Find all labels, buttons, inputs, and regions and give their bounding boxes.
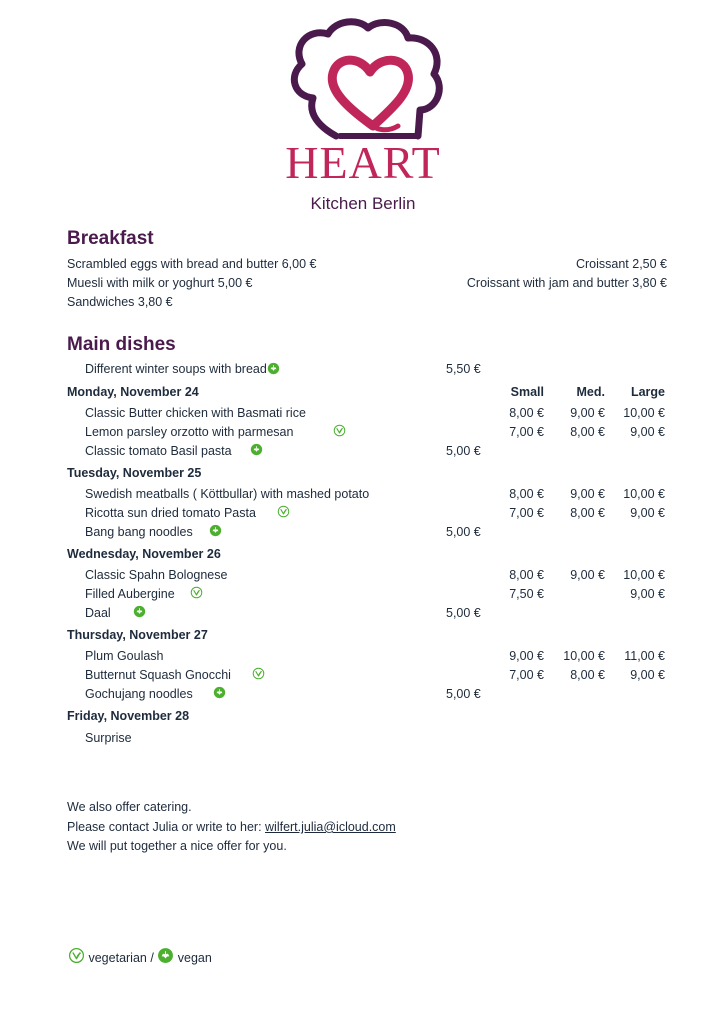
breakfast-item: Muesli with milk or yoghurt 5,00 € — [67, 276, 253, 290]
flat-price: 5,00 € — [446, 687, 481, 701]
price-med: 8,00 € — [570, 506, 605, 520]
price-large: 10,00 € — [623, 406, 665, 420]
vegetarian-icon — [333, 424, 346, 441]
day-heading: Tuesday, November 25 — [67, 466, 202, 480]
menu-item-name: Lemon parsley orzotto with parmesan — [85, 425, 294, 439]
price-small: 9,00 € — [509, 649, 544, 663]
price-med: 8,00 € — [570, 425, 605, 439]
day-heading: Thursday, November 27 — [67, 628, 208, 642]
vegan-icon — [213, 686, 226, 703]
price-small: 8,00 € — [509, 487, 544, 501]
flat-price: 5,50 € — [446, 362, 481, 376]
logo-subtitle: Kitchen Berlin — [310, 194, 416, 213]
size-header-med: Med. — [576, 385, 605, 399]
day-heading: Monday, November 24 — [67, 385, 199, 399]
menu-item-name: Swedish meatballs ( Köttbullar) with mashed potato — [85, 487, 370, 501]
catering-line: Please contact Julia or write to her: wilfert.julia@icloud.com — [67, 820, 396, 834]
email-link[interactable]: wilfert.julia@icloud.com — [265, 820, 396, 834]
vegetarian-icon — [68, 947, 85, 968]
vegan-icon — [250, 443, 263, 460]
price-med: 10,00 € — [563, 649, 605, 663]
price-med: 8,00 € — [570, 668, 605, 682]
vegan-icon — [209, 524, 222, 541]
vegetarian-icon — [252, 667, 265, 684]
menu-item-name: Classic Spahn Bolognese — [85, 568, 228, 582]
menu-item-name: Surprise — [85, 731, 132, 745]
price-large: 10,00 € — [623, 568, 665, 582]
price-large: 10,00 € — [623, 487, 665, 501]
menu-item-name: Butternut Squash Gnocchi — [85, 668, 231, 682]
price-large: 9,00 € — [630, 587, 665, 601]
menu-item-name: Classic Butter chicken with Basmati rice — [85, 406, 306, 420]
menu-item-name: Gochujang noodles — [85, 687, 193, 701]
price-small: 7,50 € — [509, 587, 544, 601]
breakfast-item: Sandwiches 3,80 € — [67, 295, 173, 309]
breakfast-item: Scrambled eggs with bread and butter 6,00 € — [67, 257, 317, 271]
menu-item-name: Daal — [85, 606, 111, 620]
vegan-icon — [133, 605, 146, 622]
flat-price: 5,00 € — [446, 525, 481, 539]
breakfast-heading: Breakfast — [67, 228, 154, 249]
menu-item-name: Different winter soups with bread — [85, 361, 280, 379]
vegetarian-icon — [277, 505, 290, 522]
flat-price: 5,00 € — [446, 606, 481, 620]
day-heading: Friday, November 28 — [67, 709, 190, 723]
chef-hat-heart-icon — [278, 18, 448, 148]
price-large: 11,00 € — [624, 649, 665, 663]
logo-word: HEART — [285, 137, 441, 188]
breakfast-item: Croissant 2,50 € — [575, 257, 667, 271]
price-small: 7,00 € — [509, 425, 544, 439]
price-large: 9,00 € — [630, 668, 665, 682]
vegan-icon — [157, 947, 174, 968]
day-heading: Wednesday, November 26 — [67, 547, 221, 561]
vegetarian-icon — [190, 586, 203, 603]
menu-item-name: Filled Aubergine — [85, 587, 175, 601]
catering-line: We will put together a nice offer for you. — [67, 839, 287, 853]
catering-line: We also offer catering. — [67, 800, 192, 814]
price-small: 8,00 € — [509, 406, 544, 420]
size-header-large: Large — [630, 385, 665, 399]
price-large: 9,00 € — [630, 425, 665, 439]
flat-price: 5,00 € — [446, 444, 481, 458]
menu-item-name: Classic tomato Basil pasta — [85, 444, 232, 458]
menu-item-name: Ricotta sun dried tomato Pasta — [85, 506, 256, 520]
legend: vegetarian / vegan — [68, 947, 212, 968]
price-med: 9,00 € — [570, 406, 605, 420]
main-dishes-heading: Main dishes — [67, 334, 176, 355]
price-med: 9,00 € — [570, 487, 605, 501]
price-med: 9,00 € — [570, 568, 605, 582]
menu-item-name: Plum Goulash — [85, 649, 164, 663]
size-header-small: Small — [510, 385, 544, 399]
breakfast-item: Croissant with jam and butter 3,80 € — [466, 276, 667, 290]
menu-item-name: Bang bang noodles — [85, 525, 193, 539]
vegan-icon — [267, 362, 280, 379]
logo — [278, 18, 448, 213]
price-small: 8,00 € — [509, 568, 544, 582]
price-large: 9,00 € — [630, 506, 665, 520]
price-small: 7,00 € — [509, 506, 544, 520]
price-small: 7,00 € — [509, 668, 544, 682]
